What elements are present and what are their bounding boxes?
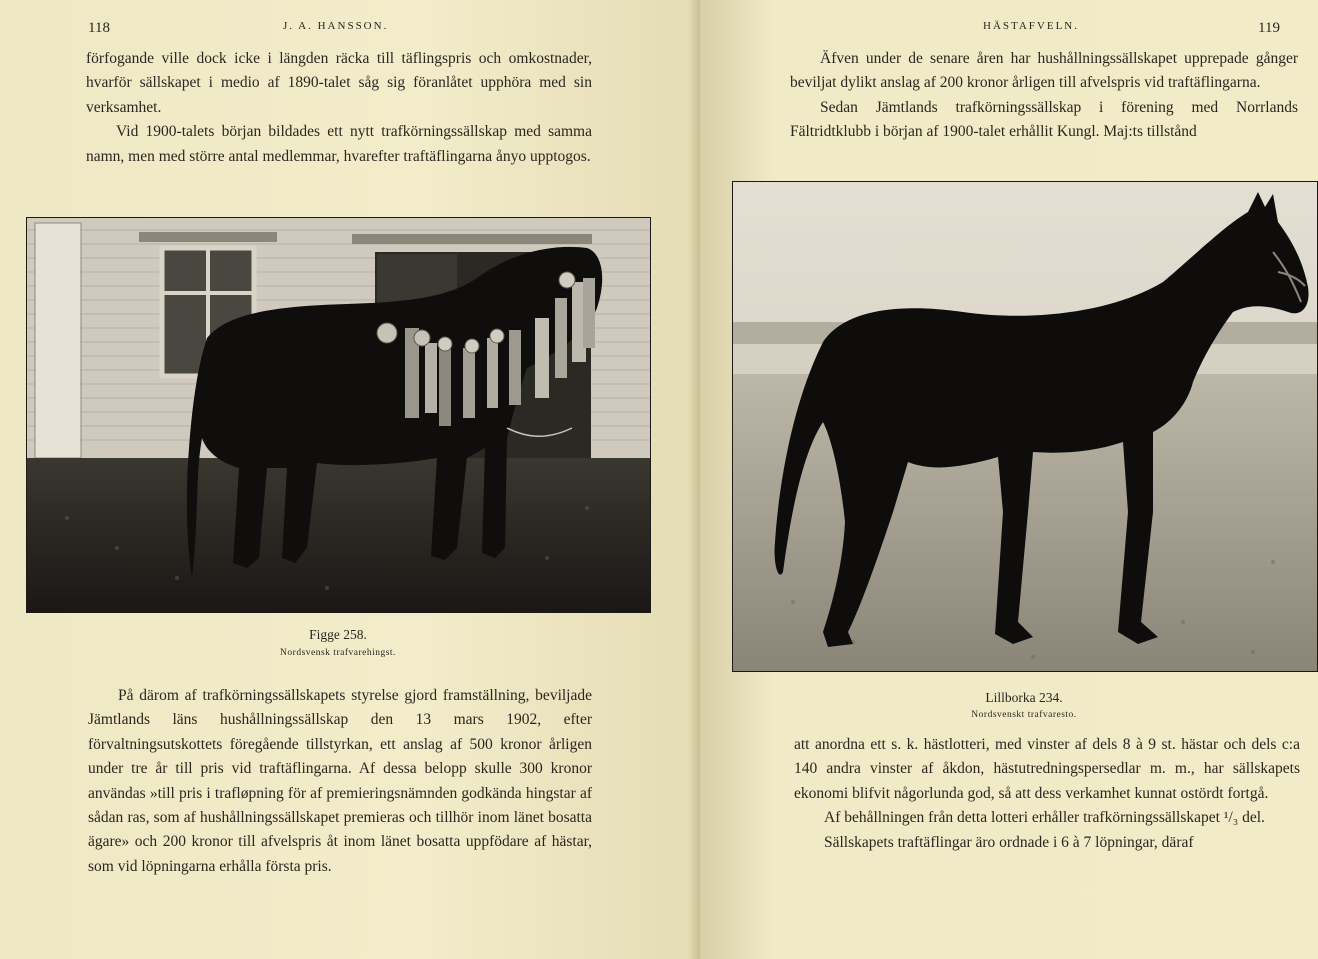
paragraph: Äfven under de senare åren har hushållningssällskapet upprepade gånger beviljat dylikt anslag af 200 kronor årligen till afvelspris vid traftäflingarna. [790, 50, 1298, 92]
figure-subtitle: Nordsvensk trafvarehingst. [280, 648, 396, 658]
paragraph: förfogande ville dock icke i längden räcka till täflingspris och omkostnader, hvarför sällskapet i medio af 1890-talet såg sig föranlåtet upphöra med sin verksamhet. [86, 50, 592, 116]
page-number: 119 [1258, 20, 1280, 36]
paragraph: Vid 1900-talets början bildades ett nytt trafkörningssällskap med samma namn, men med större antal medlemmar, hvarefter traftäflingarna ånyo upptogos. [86, 123, 592, 165]
figure-title: Lillborka 234. [985, 690, 1063, 705]
right-page [700, 0, 1318, 959]
stallion-photo [26, 217, 651, 613]
paragraph: På därom af trafkörningssällskapets styrelse gjord framställning, beviljade Jämtlands läns hushållningssällskap den 13 mars 1902, efter förvaltningsutskottets föregående tillstyrkan, ett anslag af 500 kronor årligen under tre år till pris vid traftäflingarna. Af dessa belopp skulle 300 kronor användas »till pris i trafløpning för af premieringsnämnden godkända hingstar af sådan ras, som af hushållningssällskapet premieras och tillhör inom länet bosatta ägare» och 200 kronor till afvelspris åt inom länet bosatta uppfödare af hästar, som vid löpningarna erhålla första pris. [88, 687, 592, 875]
paragraph: Sällskapets traftäflingar äro ordnade i 6 à 7 löpningar, däraf [824, 833, 1194, 851]
body-text-top [86, 47, 592, 169]
page-number: 118 [88, 20, 110, 36]
paragraph: att anordna ett s. k. hästlotteri, med vinster af dels 8 à 9 st. hästar och dels c:a 140 andra vinster af åkdon, hästutredningspersedlar m. m., har sällskapets ekonomi blifvit någorlunda god, så att dess verkamhet kunnat ostördt fortgå. [794, 736, 1300, 802]
mare-photo [732, 181, 1318, 672]
paragraph: Sedan Jämtlands trafkörningssällskap i förening med Norrlands Fältridtklubb i början af 1900-talet erhållit Kungl. Maj:ts tillstånd [790, 98, 1298, 141]
mare-illustration [733, 182, 1317, 671]
paragraph: Af behållningen från detta lotteri erhåller trafkörningssällskapet ¹/₃ del. [824, 809, 1265, 827]
figure-subtitle: Nordsvenskt trafvaresto. [971, 710, 1077, 720]
figure-title: Figge 258. [309, 627, 367, 642]
body-text-top [790, 47, 1298, 145]
body-text-bottom [88, 684, 592, 879]
body-text-bottom [794, 733, 1300, 855]
running-head: J. A. HANSSON. [283, 20, 389, 32]
stallion-illustration [27, 218, 650, 612]
running-head: HÄSTAFVELN. [983, 20, 1079, 32]
